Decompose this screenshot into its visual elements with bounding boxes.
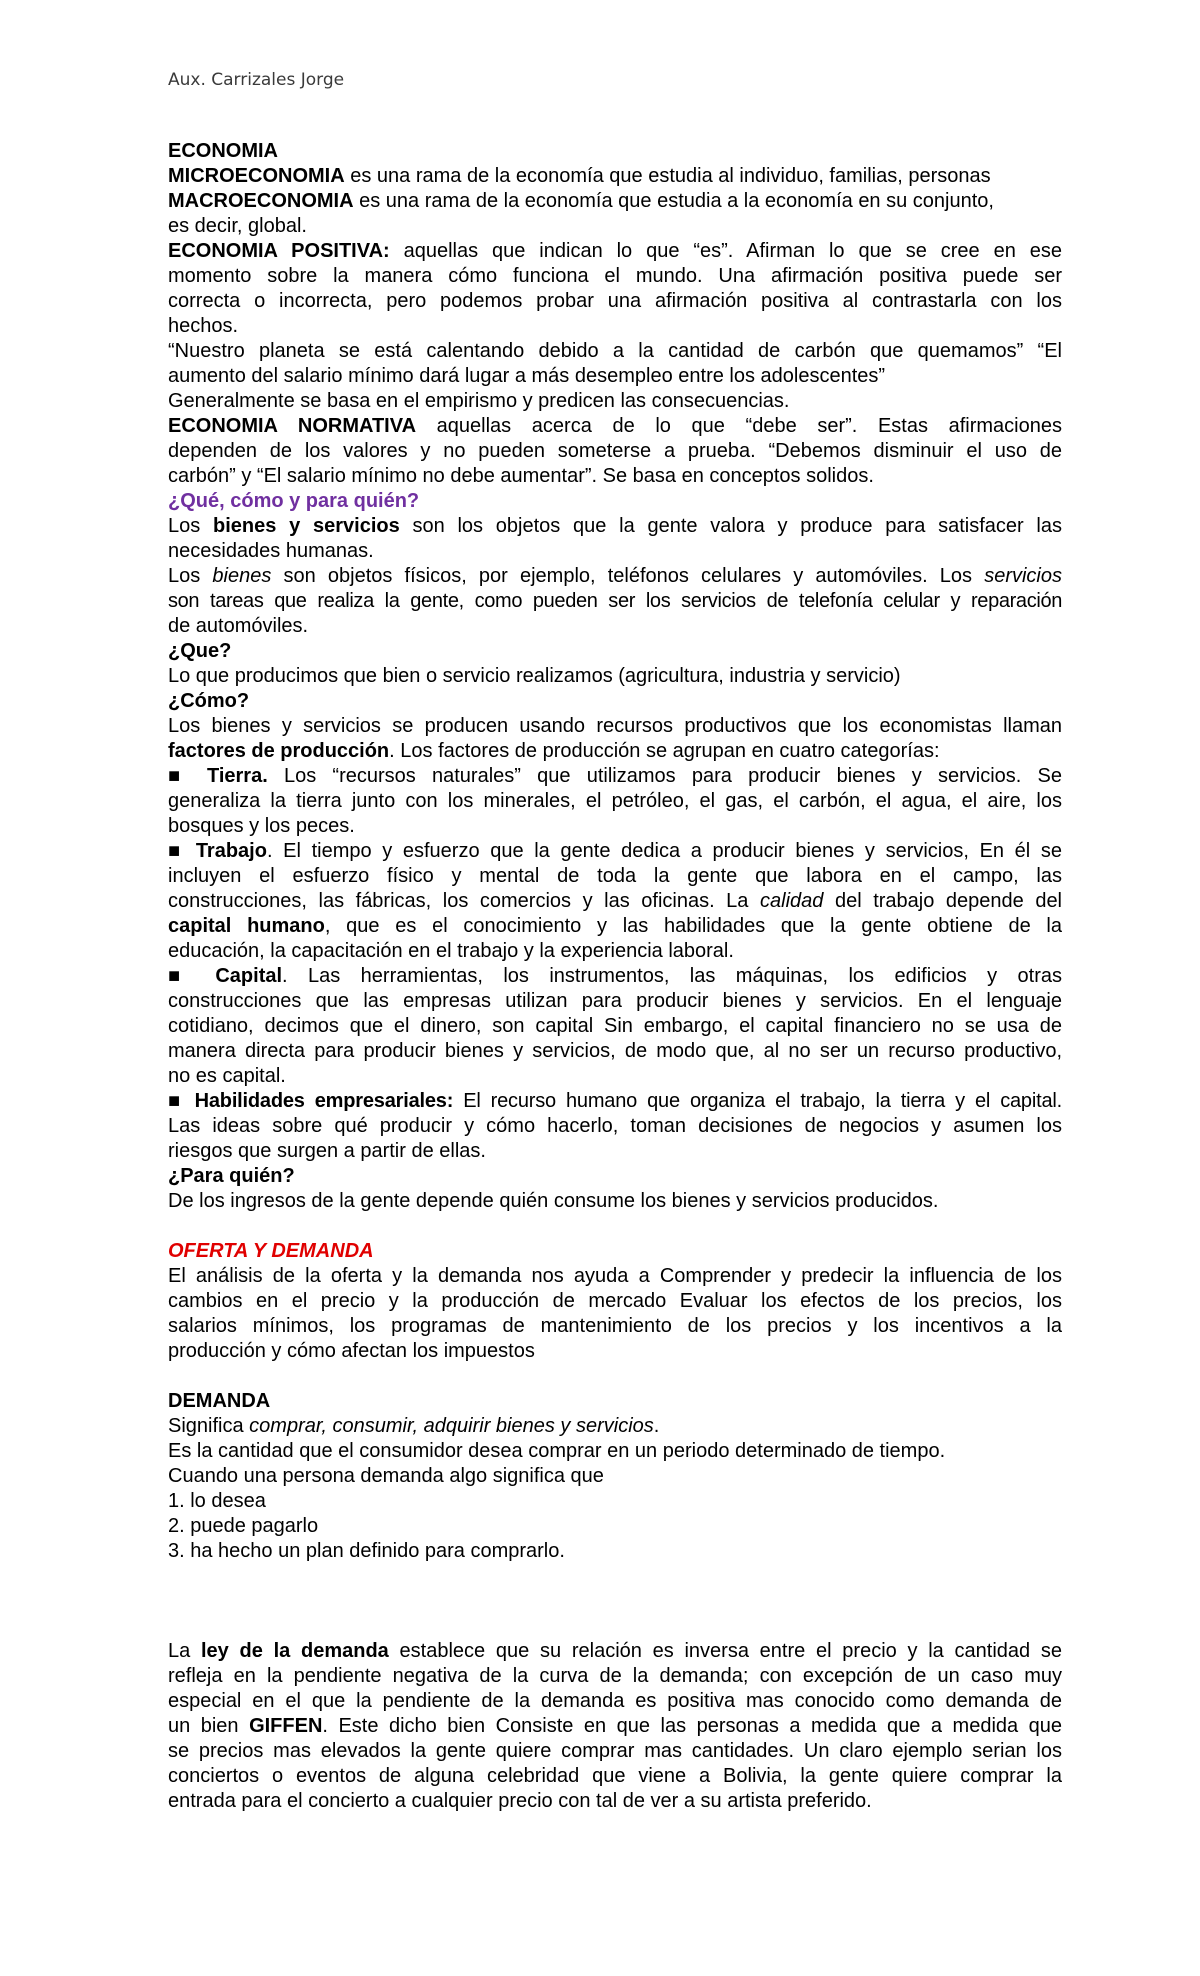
servicios-line-3: de automóviles. [168,615,309,637]
list-item: 3. ha hecho un plan definido para comprarlo. [168,1540,565,1562]
title-economia: ECONOMIA [168,140,278,162]
bys-line-1: Los bienes y servicios son los objetos que la gente valora y produce para satisfacer las [168,515,1062,537]
bullet-icon: ■ [168,965,216,987]
spacer [168,1214,1062,1239]
habilidades-term: Habilidades empresariales: [194,1090,454,1112]
list-item: 2. puede pagarlo [168,1515,319,1537]
demanda-line-2: Es la cantidad que el consumidor desea comprar en un periodo determinado de tiempo. [168,1440,946,1462]
document-body [168,139,1062,1814]
heading-como: ¿Cómo? [168,690,250,712]
ley-line-3: especial en el que la pendiente de la demanda es positiva mas conocido como demanda de [168,1690,1062,1712]
trabajo-line-3: construcciones, las fábricas, los comercios y las oficinas. La calidad del trabajo depende del [168,890,1063,912]
oferta-line-4: producción y cómo afectan los impuestos [168,1340,535,1362]
giffen-term: GIFFEN [249,1715,323,1737]
bys-term: bienes y servicios [213,515,400,537]
ley-line-5: se precios mas elevados la gente quiere comprar mas cantidades. Un claro ejemplo serian los [168,1740,1062,1762]
capital-term: Capital [215,965,283,987]
macro-line-2: es decir, global. [168,215,307,237]
ley-line-4: un bien GIFFEN. Este dicho bien Consiste en que las personas a medida que a medida que [168,1715,1062,1737]
servicios-line-2: son tareas que realiza la gente, como pueden ser los servicios de telefonía celular y reparación [168,590,1062,612]
ley-line-2: refleja en la pendiente negativa de la curva de la demanda; con excepción de un caso muy [168,1665,1062,1687]
bienes-term: bienes [212,565,272,587]
normativa-line-2: dependen de los valores y no pueden someterse a prueba. “Debemos disminuir el uso de [168,440,1062,462]
bienes-line-1: Los bienes son objetos físicos, por ejemplo, teléfonos celulares y automóviles. Los servicios [168,565,1062,587]
para-quien-text: De los ingresos de la gente depende quién consume los bienes y servicios producidos. [168,1190,939,1212]
capital-line-5: no es capital. [168,1065,286,1087]
tierra-line-2: generaliza la tierra junto con los minerales, el petróleo, el gas, el carbón, el agua, el aire, los [168,790,1062,812]
tierra-line-3: bosques y los peces. [168,815,355,837]
significa-line: Significa comprar, consumir, adquirir bienes y servicios. [168,1415,660,1437]
bys-line-2: necesidades humanas. [168,540,374,562]
macro-term: MACROECONOMIA [168,190,354,212]
capital-humano-term: capital humano [168,915,325,937]
heading-que-como-para-quien: ¿Qué, cómo y para quién? [168,490,420,512]
servicios-term: servicios [984,565,1062,587]
positiva-line-4: hechos. [168,315,239,337]
heading-demanda: DEMANDA [168,1390,271,1412]
heading-que: ¿Que? [168,640,232,662]
page-header-author: Aux. Carrizales Jorge [168,70,345,90]
heading-para-quien: ¿Para quién? [168,1165,295,1187]
bullet-icon: ■ [168,765,207,787]
habilidades-line-3: riesgos que surgen a partir de ellas. [168,1140,486,1162]
trabajo-line-5: educación, la capacitación en el trabajo y la experiencia laboral. [168,940,734,962]
significa-term: comprar, consumir, adquirir bienes y servicios [249,1415,654,1437]
positiva-term: ECONOMIA POSITIVA: [168,240,390,262]
spacer [168,1564,1062,1589]
quote-line-1: “Nuestro planeta se está calentando debido a la cantidad de carbón que quemamos” “El [168,340,1062,362]
trabajo-line-2: incluyen el esfuerzo físico y mental de toda la gente que labora en el campo, las [168,865,1062,887]
ley-line-7: entrada para el concierto a cualquier precio con tal de ver a su artista preferido. [168,1790,872,1812]
positiva-line-2: momento sobre la manera cómo funciona el mundo. Una afirmación positiva puede ser [168,265,1062,287]
normativa-line-1: ECONOMIA NORMATIVA aquellas acerca de lo que “debe ser”. Estas afirmaciones [168,415,1062,437]
habilidades-line-1: ■ Habilidades empresariales: El recurso humano que organiza el trabajo, la tierra y el capital. [168,1090,1062,1112]
quote-line-2: aumento del salario mínimo dará lugar a más desempleo entre los adolescentes” [168,365,886,387]
tierra-line-1: ■ Tierra. Los “recursos naturales” que utilizamos para producir bienes y servicios. Se [168,765,1062,787]
list-item: 1. lo desea [168,1490,266,1512]
trabajo-line-1: ■ Trabajo. El tiempo y esfuerzo que la gente dedica a producir bienes y servicios, En él se [168,840,1062,862]
normativa-term: ECONOMIA NORMATIVA [168,415,417,437]
trabajo-line-4: capital humano, que es el conocimiento y las habilidades que la gente obtiene de la [168,915,1062,937]
ley-term: ley de la demanda [200,1640,389,1662]
calidad-term: calidad [760,890,824,912]
oferta-line-2: cambios en el precio y la producción de mercado Evaluar los efectos de los precios, los [168,1290,1062,1312]
capital-line-2: construcciones que las empresas utilizan para producir bienes y servicios. En el lenguaje [168,990,1062,1012]
empirismo-line: Generalmente se basa en el empirismo y predicen las consecuencias. [168,390,790,412]
capital-line-3: cotidiano, decimos que el dinero, son capital Sin embargo, el capital financiero no se usa de [168,1015,1062,1037]
spacer [168,1589,1062,1614]
bullet-icon: ■ [168,840,196,862]
que-text: Lo que producimos que bien o servicio realizamos (agricultura, industria y servicio) [168,665,901,687]
capital-line-1: ■ Capital. Las herramientas, los instrumentos, las máquinas, los edificios y otras [168,965,1063,987]
ley-line-1: La ley de la demanda establece que su relación es inversa entre el precio y la cantidad se [168,1640,1062,1662]
habilidades-line-2: Las ideas sobre qué producir y cómo hacerlo, toman decisiones de negocios y asumen los [168,1115,1062,1137]
factores-line: factores de producción. Los factores de producción se agrupan en cuatro categorías: [168,740,940,762]
capital-line-4: manera directa para producir bienes y servicios, de modo que, al no ser un recurso productivo, [168,1040,1062,1062]
spacer [168,1614,1062,1639]
positiva-line-1: ECONOMIA POSITIVA: aquellas que indican lo que “es”. Afirman lo que se cree en ese [168,240,1062,262]
spacer [168,1364,1062,1389]
ley-line-6: conciertos o eventos de alguna celebridad que viene a Bolivia, la gente quiere comprar la [168,1765,1062,1787]
positiva-line-3: correcta o incorrecta, pero podemos probar una afirmación positiva al contrastarla con los [168,290,1062,312]
trabajo-term: Trabajo [195,840,267,862]
oferta-line-1: El análisis de la oferta y la demanda nos ayuda a Comprender y predecir la influencia de los [168,1265,1062,1287]
bullet-icon: ■ [168,1090,195,1112]
como-line-1: Los bienes y servicios se producen usando recursos productivos que los economistas llaman [168,715,1062,737]
tierra-term: Tierra. [206,765,268,787]
factores-term: factores de producción [168,740,390,762]
heading-oferta-demanda: OFERTA Y DEMANDA [168,1240,374,1262]
macro-line: MACROECONOMIA es una rama de la economía que estudia a la economía en su conjunto, [168,190,994,212]
normativa-line-3: carbón” y “El salario mínimo no debe aumentar”. Se basa en conceptos solidos. [168,465,874,487]
demanda-line-3: Cuando una persona demanda algo significa que [168,1465,604,1487]
micro-term: MICROECONOMIA [168,165,345,187]
oferta-line-3: salarios mínimos, los programas de mantenimiento de los precios y los incentivos a la [168,1315,1062,1337]
micro-line: MICROECONOMIA es una rama de la economía que estudia al individuo, familias, personas [168,165,991,187]
